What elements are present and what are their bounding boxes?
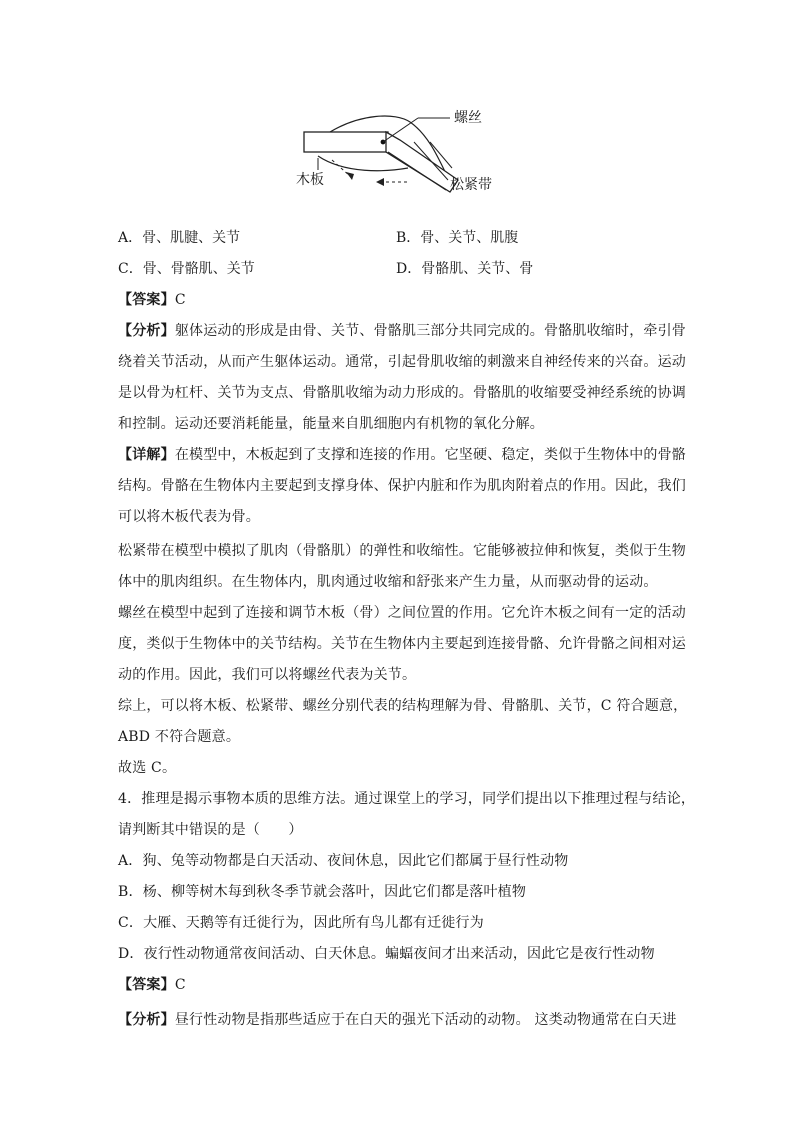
q3-paragraph-line: 度，类似于生物体中的关节结构。关节在生物体内主要起到连接骨骼、允许骨骼之间相对运	[118, 636, 686, 652]
q3-paragraph-line: 综上，可以将木板、松紧带、螺丝分别代表的结构理解为骨、骨骼肌、关节，C 符合题意，	[118, 698, 688, 714]
analysis-tag: 【分析】	[118, 1012, 175, 1028]
q3-option-d: D．骨骼肌、关节、骨	[396, 261, 534, 277]
label-board: 木板	[296, 172, 324, 188]
q3-option-a: A．骨、肌腱、关节	[118, 230, 241, 246]
q3-paragraph-line: 螺丝在模型中起到了连接和调节木板（骨）之间位置的作用。它允许木板之间有一定的活动	[118, 605, 686, 621]
q3-paragraph-line: ABD 不符合题意。	[118, 729, 241, 745]
answer-tag: 【答案】	[118, 292, 175, 308]
q3-paragraph-line: 体中的肌肉组织。在生物体内，肌肉通过收缩和舒张来产生力量，从而驱动骨的运动。	[118, 574, 658, 590]
board-shape	[304, 132, 388, 152]
answer-value: C	[174, 977, 186, 993]
analysis-text: 躯体运动的形成是由骨、关节、骨骼肌三部分共同完成的。骨骼肌收缩时，牵引骨	[174, 323, 687, 339]
answer-value: C	[174, 292, 186, 308]
analysis-tag: 【分析】	[118, 323, 175, 339]
q3-conclusion: 故选 C。	[118, 760, 177, 776]
q3-paragraph-line: 动的作用。因此，我们可以将螺丝代表为关节。	[118, 667, 417, 683]
label-elastic-band: 松紧带	[450, 177, 492, 193]
analysis-text: 昼行性动物是指那些适应于在白天的强光下活动的动物。 这类动物通常在白天进	[174, 1012, 677, 1028]
q3-analysis-line	[118, 321, 688, 341]
q4-option-b: B．杨、柳等树木每到秋冬季节就会落叶，因此它们都是落叶植物	[118, 884, 527, 900]
q3-detail-line: 可以将木板代表为骨。	[118, 509, 260, 525]
q3-option-row	[118, 259, 688, 279]
q4-option-c: C．大雁、天鹅等有迁徙行为，因此所有鸟儿都有迁徙行为	[118, 915, 484, 931]
q4-answer	[118, 975, 688, 995]
q3-analysis-line: 是以骨为杠杆、关节为支点、骨骼肌收缩为动力形成的。骨骼肌的收缩要受神经系统的协调	[118, 385, 686, 401]
q3-analysis-line: 和控制。运动还要消耗能量，能量来自肌细胞内有机物的氧化分解。	[118, 416, 544, 432]
q3-analysis-line: 绕着关节活动，从而产生躯体运动。通常，引起骨肌收缩的刺激来自神经传来的兴奋。运动	[118, 354, 686, 370]
joint-model-diagram	[290, 100, 520, 212]
q4-option-d: D．夜行性动物通常夜间活动、白天休息。蝙蝠夜间才出来活动，因此它是夜行性动物	[118, 946, 655, 962]
q3-option-row	[118, 228, 688, 248]
q4-stem-line: 4．推理是揭示事物本质的思维方法。通过课堂上的学习，同学们提出以下推理过程与结论，	[118, 791, 696, 807]
q3-detail-line: 结构。骨骼在生物体内主要起到支撑身体、保护内脏和作为肌肉附着点的作用。因此，我们	[118, 478, 686, 494]
q4-analysis-line	[118, 1010, 688, 1030]
q4-stem-line: 请判断其中错误的是（ ）	[118, 822, 303, 838]
detail-tag: 【详解】	[118, 447, 175, 463]
detail-text: 在模型中，木板起到了支撑和连接的作用。它坚硬、稳定，类似于生物体中的骨骼	[174, 447, 687, 463]
q3-option-b: B．骨、关节、肌腹	[396, 230, 519, 246]
q3-detail-line	[118, 445, 688, 465]
joint-model-figure	[290, 100, 520, 212]
label-screw: 螺丝	[454, 110, 482, 126]
q3-option-c: C．骨、骨骼肌、关节	[118, 261, 255, 277]
q3-paragraph-line: 松紧带在模型中模拟了肌肉（骨骼肌）的弹性和收缩性。它能够被拉伸和恢复，类似于生物	[118, 543, 686, 559]
q4-option-a: A．狗、兔等动物都是白天活动、夜间休息，因此它们都属于昼行性动物	[118, 853, 569, 869]
answer-tag: 【答案】	[118, 977, 175, 993]
q3-answer	[118, 290, 688, 310]
